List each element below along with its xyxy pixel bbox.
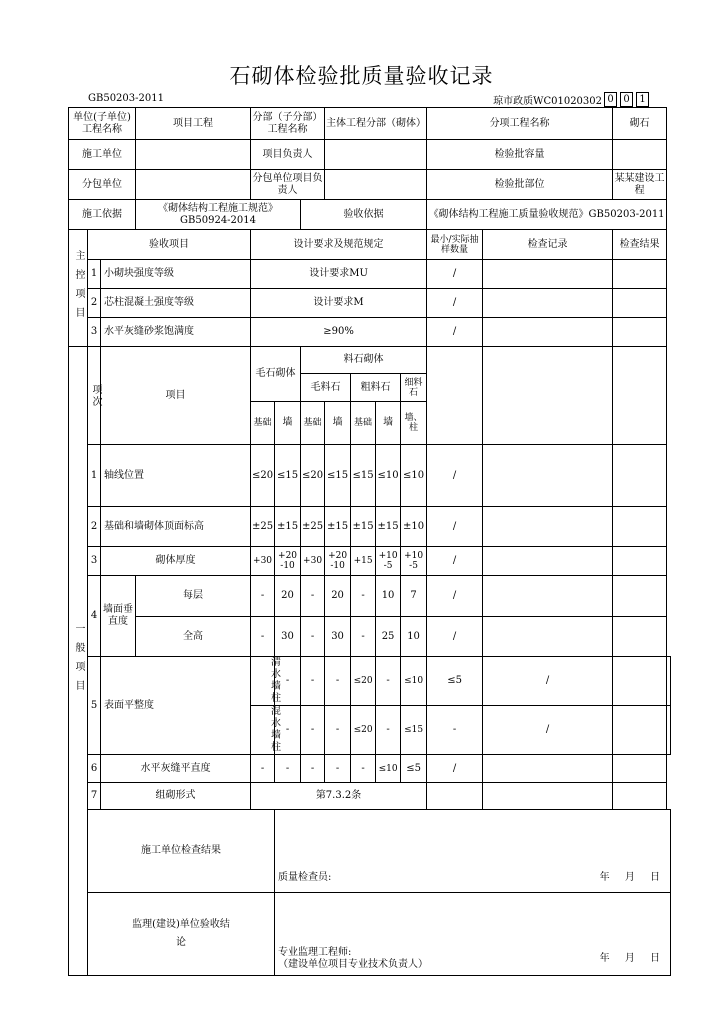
table-row (69, 318, 671, 347)
wall-header: 墙 (325, 402, 351, 445)
general-result-cell (613, 347, 667, 445)
record-code (493, 92, 649, 107)
row-no: 2 (88, 507, 101, 547)
general-label: 一般项目 (69, 347, 88, 976)
tolerance-value: +15 (351, 547, 376, 576)
material-header: 料石砌体 (301, 347, 427, 374)
subitem-value[interactable]: 砌石 (613, 108, 667, 140)
construction-check-label: 施工单位检查结果 (88, 810, 275, 893)
basis-value[interactable]: 《砌体结构工程施工规范》GB50924-2014 (136, 200, 301, 230)
row-record[interactable] (613, 706, 667, 755)
tolerance-value: - (275, 706, 301, 755)
table-row (69, 547, 671, 576)
acceptance-basis-label: 验收依据 (301, 200, 427, 230)
tolerance-value: +10 -5 (401, 547, 427, 576)
row-name: 混水墙柱 (251, 706, 275, 755)
col-record-header: 检查记录 (483, 230, 613, 260)
row-name: 组砌形式 (101, 783, 251, 810)
pm-label: 项目负责人 (251, 140, 325, 170)
tolerance-value: 30 (325, 617, 351, 657)
fine-stone-header: 细料石 (401, 374, 427, 402)
row-record[interactable] (483, 617, 613, 657)
table-row (69, 260, 671, 289)
tolerance-value: ≤20 (301, 445, 325, 507)
record-code-box[interactable]: 1 (636, 92, 649, 107)
row-name: 水平灰缝平直度 (101, 755, 251, 783)
row-sample[interactable]: / (427, 547, 483, 576)
contractor-value[interactable] (136, 140, 251, 170)
col-requirement-header: 设计要求及规范规定 (251, 230, 427, 260)
tolerance-value: - (301, 576, 325, 617)
capacity-value[interactable] (613, 140, 667, 170)
tolerance-value: ≤5 (427, 657, 483, 706)
tolerance-value: - (376, 657, 401, 706)
tolerance-value: - (251, 617, 275, 657)
item-requirement: ≥90% (251, 318, 427, 347)
col-sample-header: 最小/实际抽样数量 (427, 230, 483, 260)
tolerance-value: ≤10 (376, 445, 401, 507)
engineer-note: （建设单位项目专业技术负责人） (278, 959, 429, 970)
tolerance-value: ≤20 (351, 706, 376, 755)
row-result[interactable] (613, 755, 667, 783)
basis-label: 施工依据 (69, 200, 136, 230)
tolerance-value: - (351, 617, 376, 657)
col-item-header: 验收项目 (88, 230, 251, 260)
sub-pm-label: 分包单位项目负责人 (251, 170, 325, 200)
tolerance-value: 7 (401, 576, 427, 617)
row-no: 1 (88, 445, 101, 507)
table-row (69, 657, 671, 706)
tolerance-value: 25 (376, 617, 401, 657)
inspection-form (68, 107, 671, 976)
row-sample[interactable] (427, 783, 483, 810)
unit-value[interactable]: 项目工程 (136, 108, 251, 140)
subitem-label: 分项工程名称 (427, 108, 613, 140)
row-result[interactable] (613, 617, 667, 657)
row-name: 轴线位置 (101, 445, 251, 507)
row-no: 4 (88, 576, 101, 657)
row-result[interactable] (667, 657, 671, 706)
tolerance-value: +20 -10 (275, 547, 301, 576)
tolerance-value: - (301, 657, 325, 706)
subcontractor-label: 分包单位 (69, 170, 136, 200)
tolerance-value: - (325, 706, 351, 755)
foundation-header: 基础 (251, 402, 275, 445)
tolerance-value: - (325, 755, 351, 783)
item-sample[interactable]: / (427, 289, 483, 318)
row-record[interactable] (483, 755, 613, 783)
row-no: 7 (88, 783, 101, 810)
tolerance-value: ≤20 (351, 657, 376, 706)
row-result[interactable] (613, 507, 667, 547)
table-row (69, 289, 671, 318)
location-value[interactable]: 某某建设工程 (613, 170, 667, 200)
unit-label: 单位(子单位)工程名称 (69, 108, 136, 140)
general-no-header: 项次 (88, 347, 101, 445)
foundation-header: 基础 (351, 402, 376, 445)
tolerance-value: ±15 (376, 507, 401, 547)
record-code-box[interactable]: 0 (604, 92, 617, 107)
wall-header: 墙 (275, 402, 301, 445)
row-record[interactable] (483, 547, 613, 576)
item-result[interactable] (613, 318, 667, 347)
item-record[interactable] (483, 318, 613, 347)
division-value[interactable]: 主体工程分部（砌体） (325, 108, 427, 140)
row-name: 全高 (136, 617, 251, 657)
tolerance-value: 10 (401, 617, 427, 657)
row-record[interactable] (483, 576, 613, 617)
tolerance-value: - (376, 706, 401, 755)
division-label: 分部（子分部）工程名称 (251, 108, 325, 140)
item-sample[interactable]: / (427, 260, 483, 289)
row-name: 每层 (136, 576, 251, 617)
item-no: 2 (88, 289, 101, 318)
row-no: 5 (88, 657, 101, 755)
row-group: 表面平整度 (101, 657, 251, 755)
row-requirement: 第7.3.2条 (251, 783, 427, 810)
tolerance-value: ≤10 (401, 657, 427, 706)
pm-value[interactable] (325, 140, 427, 170)
row-sample[interactable]: / (427, 755, 483, 783)
tolerance-value: - (251, 576, 275, 617)
general-record-cell (483, 347, 613, 445)
row-sample[interactable]: / (427, 507, 483, 547)
row-record[interactable] (483, 507, 613, 547)
tolerance-value: ≤15 (401, 706, 427, 755)
record-code-prefix: 琼市政质WC01020302 (493, 96, 602, 107)
wall-column-header: 墙、柱 (401, 402, 427, 445)
row-sample[interactable]: / (427, 576, 483, 617)
col-result-header: 检查结果 (613, 230, 667, 260)
tolerance-value: ±10 (401, 507, 427, 547)
row-result[interactable] (667, 706, 671, 755)
location-label: 检验批部位 (427, 170, 613, 200)
tolerance-value: ≤15 (325, 445, 351, 507)
item-no: 1 (88, 260, 101, 289)
row-name: 基础和墙砌体顶面标高 (101, 507, 251, 547)
tolerance-value: - (301, 617, 325, 657)
main-control-label: 主控项目 (69, 230, 88, 347)
acceptance-basis-value[interactable]: 《砌体结构工程施工质量验收规范》GB50203-2011 (427, 200, 667, 230)
row-group: 墙面垂直度 (101, 576, 136, 657)
tolerance-value: - (351, 576, 376, 617)
item-sample[interactable]: / (427, 318, 483, 347)
tolerance-value: - (325, 657, 351, 706)
tolerance-value: 10 (376, 576, 401, 617)
row-sample[interactable]: / (483, 657, 613, 706)
row-sample[interactable]: / (483, 706, 613, 755)
table-row (69, 617, 671, 657)
item-name: 水平灰缝砂浆饱满度 (101, 318, 251, 347)
tolerance-value: ≤10 (376, 755, 401, 783)
row-sample[interactable]: / (427, 617, 483, 657)
rough-stone-header: 粗料石 (351, 374, 401, 402)
tolerance-value: +20 -10 (325, 547, 351, 576)
construction-check-area[interactable] (275, 810, 671, 893)
foundation-header: 基础 (301, 402, 325, 445)
row-no: 3 (88, 547, 101, 576)
tolerance-value: 20 (275, 576, 301, 617)
table-row (69, 445, 671, 507)
tolerance-value: - (301, 755, 325, 783)
row-name: 砌体厚度 (101, 547, 251, 576)
page-title: 石砌体检验批质量验收记录 (229, 64, 494, 88)
tolerance-value: ≤15 (275, 445, 301, 507)
table-row (69, 783, 671, 810)
row-sample[interactable]: / (427, 445, 483, 507)
tolerance-value: - (301, 706, 325, 755)
general-sample-cell (427, 347, 483, 445)
supervision-area[interactable] (275, 893, 671, 976)
tolerance-value: +30 (251, 547, 275, 576)
table-row (69, 507, 671, 547)
rubble-header: 毛石砌体 (251, 347, 301, 402)
item-result[interactable] (613, 260, 667, 289)
capacity-label: 检验批容量 (427, 140, 613, 170)
row-record[interactable] (483, 783, 613, 810)
general-item-header: 项目 (101, 347, 251, 445)
tolerance-value: 20 (325, 576, 351, 617)
row-record[interactable] (613, 657, 667, 706)
supervision-date: 年 月 日 (599, 953, 660, 964)
row-no: 6 (88, 755, 101, 783)
tolerance-value: +30 (301, 547, 325, 576)
subcontractor-value[interactable] (136, 170, 251, 200)
table-row (69, 576, 671, 617)
item-name: 芯柱混凝土强度等级 (101, 289, 251, 318)
row-result[interactable] (613, 445, 667, 507)
tolerance-value: 30 (275, 617, 301, 657)
tolerance-value: ≤5 (401, 755, 427, 783)
inspector-label: 质量检查员: (278, 872, 332, 883)
tolerance-value: ±25 (251, 507, 275, 547)
item-result[interactable] (613, 289, 667, 318)
row-result[interactable] (613, 547, 667, 576)
item-requirement: 设计要求MU (251, 260, 427, 289)
tolerance-value: ±15 (275, 507, 301, 547)
tolerance-value: ±25 (301, 507, 325, 547)
record-code-box[interactable]: 0 (620, 92, 633, 107)
row-result[interactable] (613, 783, 667, 810)
tolerance-value: ≤20 (251, 445, 275, 507)
tolerance-value: - (251, 755, 275, 783)
item-record[interactable] (483, 289, 613, 318)
row-result[interactable] (613, 576, 667, 617)
item-no: 3 (88, 318, 101, 347)
item-requirement: 设计要求M (251, 289, 427, 318)
tolerance-value: - (427, 706, 483, 755)
table-row (69, 755, 671, 783)
tolerance-value: ≤10 (401, 445, 427, 507)
tolerance-value: - (275, 755, 301, 783)
item-record[interactable] (483, 260, 613, 289)
sub-pm-value[interactable] (325, 170, 427, 200)
tolerance-value: - (351, 755, 376, 783)
tolerance-value: ±15 (325, 507, 351, 547)
supervision-label: 监理(建设)单位验收结论 (88, 893, 275, 976)
row-record[interactable] (483, 445, 613, 507)
construction-date: 年 月 日 (599, 872, 660, 883)
engineer-label: 专业监理工程师: (278, 947, 352, 958)
row-name: 清水墙柱 (251, 657, 275, 706)
item-name: 小砌块强度等级 (101, 260, 251, 289)
contractor-label: 施工单位 (69, 140, 136, 170)
wall-header: 墙 (376, 402, 401, 445)
coarse-stone-header: 毛料石 (301, 374, 351, 402)
tolerance-value: ≤15 (351, 445, 376, 507)
tolerance-value: ±15 (351, 507, 376, 547)
tolerance-value: - (275, 657, 301, 706)
standard-code: GB50203-2011 (88, 93, 164, 104)
tolerance-value: +10 -5 (376, 547, 401, 576)
